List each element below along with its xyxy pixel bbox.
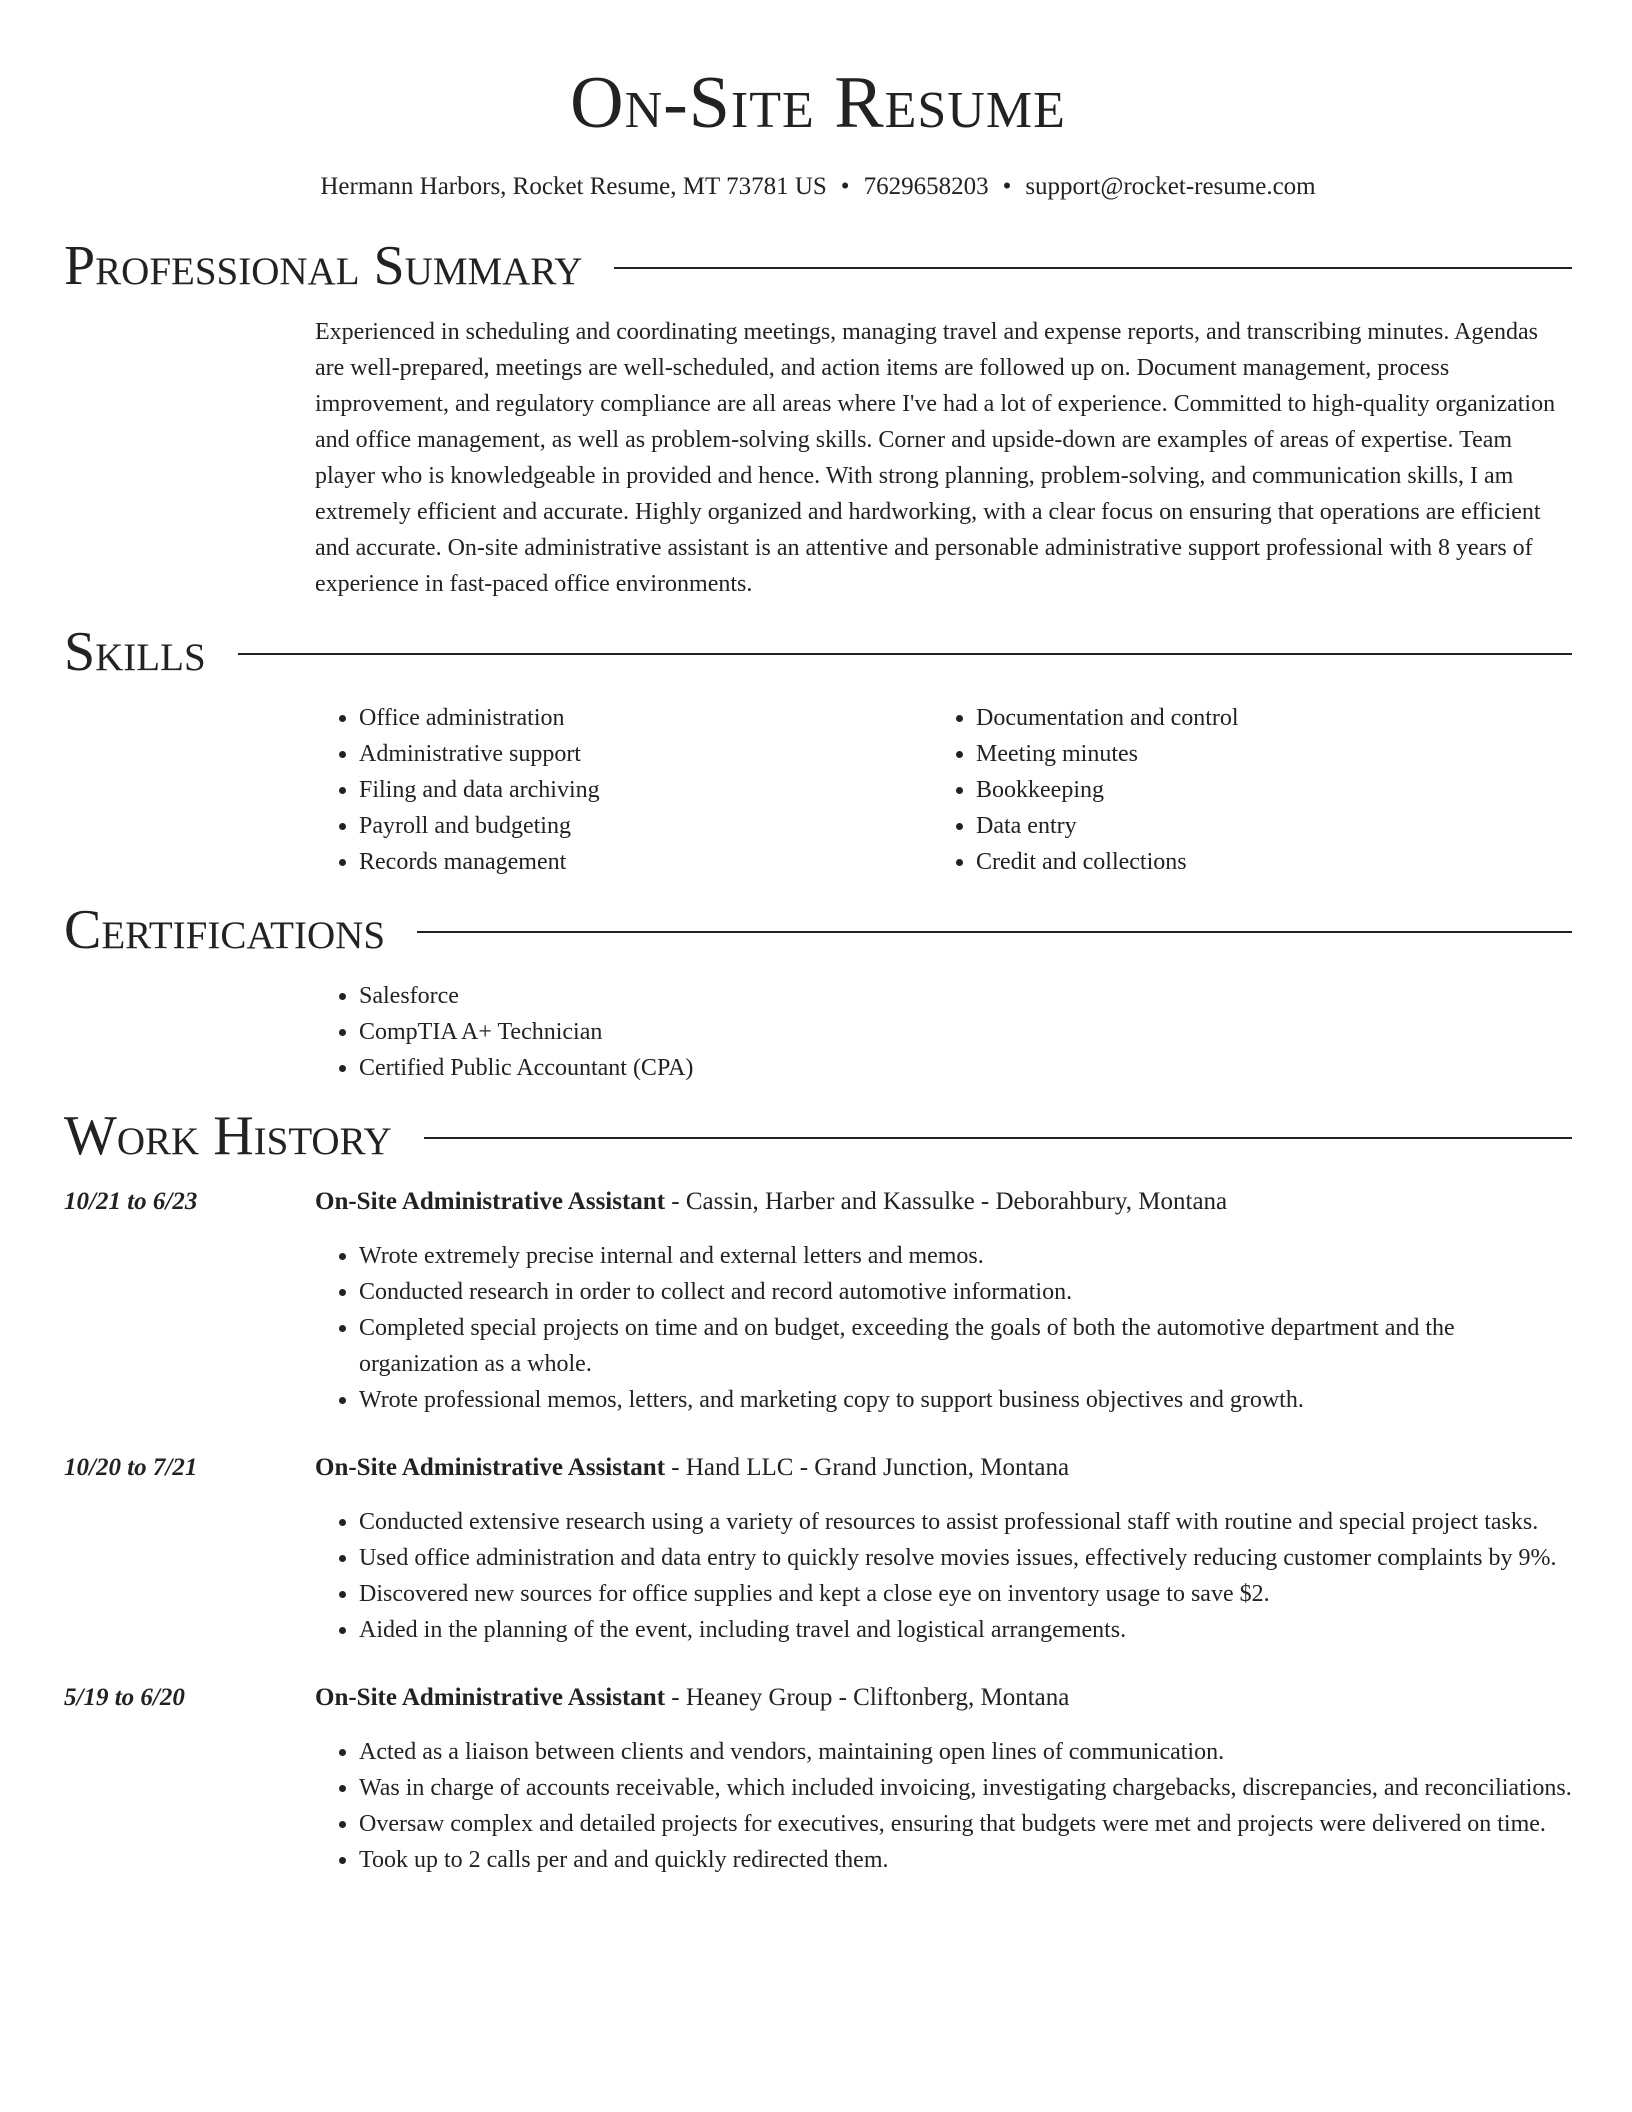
- skill-item: • Credit and collections: [976, 844, 1549, 880]
- job-bullet: • Oversaw complex and detailed projects for executives, ensuring that budgets were met and projects were delivered on time.: [359, 1806, 1572, 1842]
- job-heading: [315, 1680, 1572, 1716]
- skill-item: • Office administration: [359, 700, 932, 736]
- skills-heading-text: Skills: [64, 621, 206, 683]
- job-company: - Hand LLC - Grand Junction, Montana: [665, 1454, 1070, 1481]
- summary-text: Experienced in scheduling and coordinating meetings, managing travel and expense reports, and transcribing minutes. Agendas are well-prepared, meetings are well-scheduled, and action items are followed up on. Document management, process improvement, and regulatory compliance are all areas where I've had a lot of experience. Committed to high-quality organization and office management, as well as problem-solving skills. Corner and upside-down are examples of areas of expertise. Team player who is knowledgeable in provided and hence. With strong planning, problem-solving, and communication skills, I am extremely efficient and accurate. Highly organized and hardworking, with a clear focus on ensuring that operations are efficient and accurate. On-site administrative assistant is an attentive and personable administrative support professional with 8 years of experience in fast-paced office environments.: [315, 319, 1556, 597]
- contact-phone: 7629658203: [863, 173, 989, 200]
- skill-item: • Filing and data archiving: [359, 772, 932, 808]
- job-dates: 10/21 to 6/23: [64, 1188, 198, 1215]
- job-title: On-Site Administrative Assistant: [315, 1684, 666, 1711]
- skills-heading: [64, 620, 1572, 684]
- skills-column-left: [315, 700, 932, 880]
- summary-heading-text: Professional Summary: [64, 235, 583, 297]
- skill-item: • Documentation and control: [976, 700, 1549, 736]
- job-bullets: [315, 1238, 1572, 1418]
- job-bullet: • Took up to 2 calls per and and quickly redirected them.: [359, 1842, 1572, 1878]
- job-bullets: [315, 1734, 1572, 1878]
- job-company: - Cassin, Harber and Kassulke - Deborahbury, Montana: [665, 1188, 1228, 1215]
- resume-name: On-Site Resume: [570, 62, 1066, 144]
- job-bullet: • Discovered new sources for office supplies and kept a close eye on inventory usage to save $2.: [359, 1576, 1572, 1612]
- section-rule: [424, 1137, 1572, 1139]
- job-bullet: • Wrote professional memos, letters, and marketing copy to support business objectives and growth.: [359, 1382, 1572, 1418]
- job-bullet: • Aided in the planning of the event, including travel and logistical arrangements.: [359, 1612, 1572, 1648]
- job-bullet: • Acted as a liaison between clients and vendors, maintaining open lines of communication.: [359, 1734, 1572, 1770]
- job-dates: 5/19 to 6/20: [64, 1684, 185, 1711]
- section-rule: [417, 931, 1572, 933]
- certifications-heading-text: Certifications: [64, 899, 386, 961]
- work-history-heading-text: Work History: [64, 1105, 392, 1167]
- skills-column-right: [932, 700, 1549, 880]
- job-bullet: • Completed special projects on time and on budget, exceeding the goals of both the automotive department and the organization as a whole.: [359, 1310, 1572, 1382]
- skills-list: [315, 700, 1572, 880]
- certification-item: • Certified Public Accountant (CPA): [359, 1050, 1572, 1086]
- separator-dot: •: [840, 173, 850, 200]
- job-bullet: • Conducted extensive research using a variety of resources to assist professional staff with routine and special project tasks.: [359, 1504, 1572, 1540]
- job-heading: [315, 1450, 1572, 1486]
- job-details: [315, 1184, 1572, 1418]
- section-rule: [238, 653, 1572, 655]
- job-bullets: [315, 1504, 1572, 1648]
- job-entry: [64, 1680, 1572, 1878]
- contact-line: [64, 170, 1572, 204]
- job-bullet: • Used office administration and data entry to quickly resolve movies issues, effectively reducing customer complaints by 9%.: [359, 1540, 1572, 1576]
- summary-heading: [64, 234, 1572, 298]
- job-company: - Heaney Group - Cliftonberg, Montana: [665, 1684, 1070, 1711]
- job-bullet: • Was in charge of accounts receivable, which included invoicing, investigating chargebacks, discrepancies, and reconciliations.: [359, 1770, 1572, 1806]
- certification-item: • Salesforce: [359, 978, 1572, 1014]
- job-heading: [315, 1184, 1572, 1220]
- skill-item: • Administrative support: [359, 736, 932, 772]
- skill-item: • Payroll and budgeting: [359, 808, 932, 844]
- section-rule: [614, 267, 1572, 269]
- skill-item: • Records management: [359, 844, 932, 880]
- job-title: On-Site Administrative Assistant: [315, 1188, 666, 1215]
- contact-address: Hermann Harbors, Rocket Resume, MT 73781 US: [320, 173, 827, 200]
- job-title: On-Site Administrative Assistant: [315, 1454, 666, 1481]
- skill-item: • Meeting minutes: [976, 736, 1549, 772]
- job-dates: 10/20 to 7/21: [64, 1454, 198, 1481]
- job-details: [315, 1450, 1572, 1648]
- certification-item: • CompTIA A+ Technician: [359, 1014, 1572, 1050]
- summary-body: [315, 314, 1572, 602]
- resume-page: [64, 0, 1572, 1878]
- job-bullet: • Wrote extremely precise internal and external letters and memos.: [359, 1238, 1572, 1274]
- work-history-heading: [64, 1104, 1572, 1168]
- skill-item: • Data entry: [976, 808, 1549, 844]
- skill-item: • Bookkeeping: [976, 772, 1549, 808]
- job-details: [315, 1680, 1572, 1878]
- job-entry: [64, 1184, 1572, 1418]
- separator-dot: •: [1002, 173, 1012, 200]
- job-bullet: • Conducted research in order to collect and record automotive information.: [359, 1274, 1572, 1310]
- certifications-list: [315, 978, 1572, 1086]
- certifications-heading: [64, 898, 1572, 962]
- contact-email: support@rocket-resume.com: [1025, 173, 1316, 200]
- job-entry: [64, 1450, 1572, 1648]
